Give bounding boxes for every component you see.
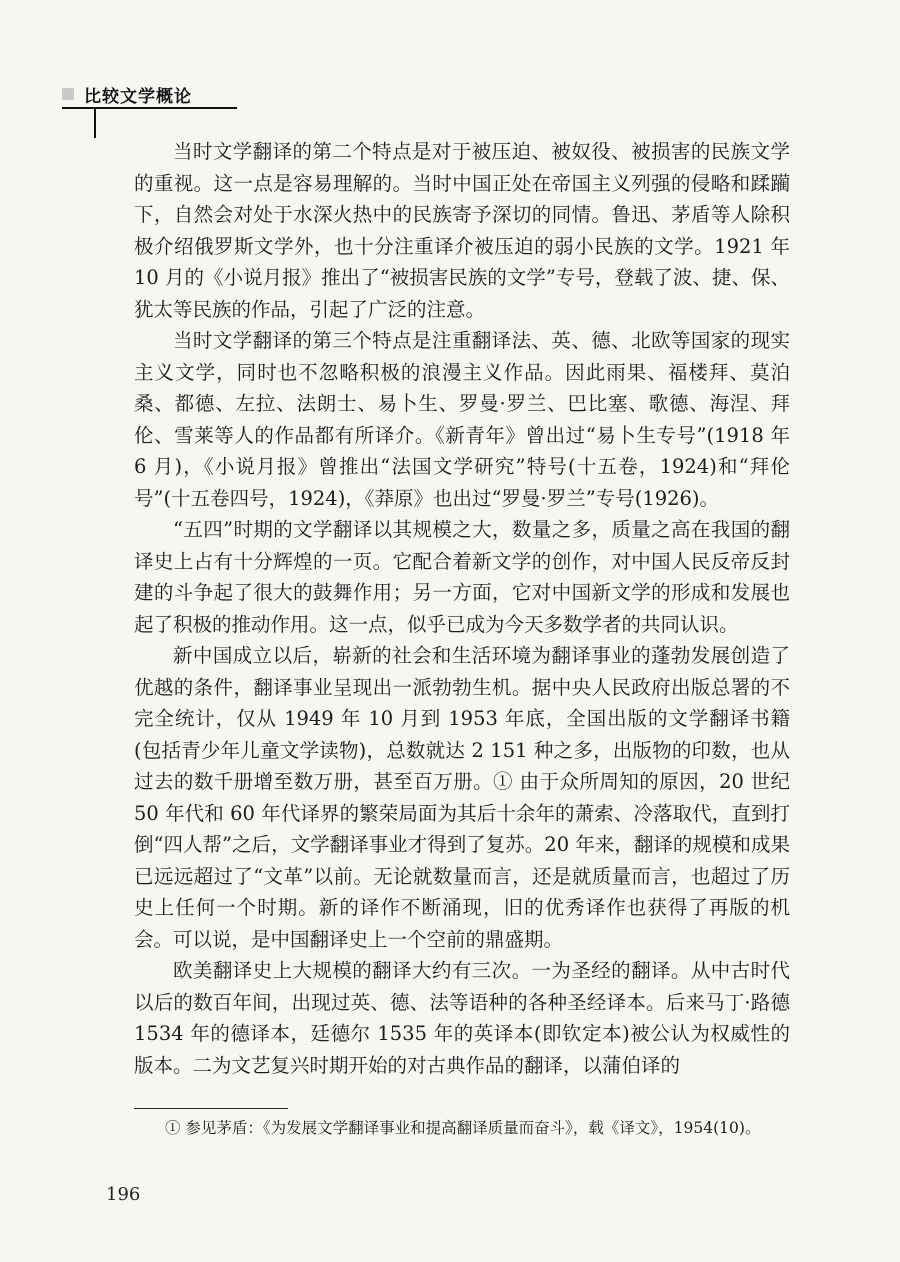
body-text <box>134 136 790 1081</box>
footnote <box>134 1116 790 1140</box>
running-header <box>62 80 192 108</box>
header-rule <box>62 107 237 109</box>
footnote-rule <box>134 1108 288 1109</box>
header-square-icon <box>62 88 74 100</box>
header-vertical-rule <box>94 108 96 138</box>
paragraph: 当时文学翻译的第二个特点是对于被压迫、被奴役、被损害的民族文学的重视。这一点是容易理解的。当时中国正处在帝国主义列强的侵略和蹂躏下，自然会对处于水深火热中的民族寄予深切的同情。鲁迅、茅盾等人除积极介绍俄罗斯文学外，也十分注重译介被压迫的弱小民族的文学。1921 年 10 月的《小说月报》推出了“被损害民族的文学”专号，登载了波、捷、保、犹太等民族的作品，引起了广泛的注意。 <box>134 140 790 321</box>
paragraph: 当时文学翻译的第三个特点是注重翻译法、英、德、北欧等国家的现实主义文学，同时也不忽略积极的浪漫主义作品。因此雨果、福楼拜、莫泊桑、都德、左拉、法朗士、易卜生、罗曼·罗兰、巴比塞、歌德、海涅、拜伦、雪莱等人的作品都有所译介。《新青年》曾出过“易卜生专号”(1918 年 6 月)，《小说月报》曾推出“法国文学研究”特号(十五卷，1924)和“拜伦号”(十五卷四号，1924)，《莽原》也出过“罗曼·罗兰”专号(1926)。 <box>134 329 790 510</box>
header-title: 比较文学概论 <box>84 86 192 107</box>
paragraph: 新中国成立以后，崭新的社会和生活环境为翻译事业的蓬勃发展创造了优越的条件，翻译事业呈现出一派勃勃生机。据中央人民政府出版总署的不完全统计，仅从 1949 年 10 月到 1953 年底，全国出版的文学翻译书籍(包括青少年儿童文学读物)，总数就达 2 151 种之多，出版物的印数，也从过去的数千册增至数万册，甚至百万册。① 由于众所周知的原因，20 世纪 50 年代和 60 年代译界的繁荣局面为其后十余年的萧索、冷落取代，直到打倒“四人帮”之后，文学翻译事业才得到了复苏。20 年来，翻译的规模和成果已远远超过了“文革”以前。无论就数量而言，还是就质量而言，也超过了历史上任何一个时期。新的译作不断涌现，旧的优秀译作也获得了再版的机会。可以说，是中国翻译史上一个空前的鼎盛期。 <box>134 644 790 951</box>
page-number: 196 <box>106 1184 141 1205</box>
paragraph: 欧美翻译史上大规模的翻译大约有三次。一为圣经的翻译。从中古时代以后的数百年间，出现过英、德、法等语种的各种圣经译本。后来马丁·路德 1534 年的德译本，廷德尔 1535 年的英译本(即钦定本)被公认为权威性的版本。二为文艺复兴时期开始的对古典作品的翻译，以蒲伯译的 <box>134 959 790 1077</box>
paragraph: “五四”时期的文学翻译以其规模之大，数量之多，质量之高在我国的翻译史上占有十分辉煌的一页。它配合着新文学的创作，对中国人民反帝反封建的斗争起了很大的鼓舞作用；另一方面，它对中国新文学的形成和发展也起了积极的推动作用。这一点，似乎已成为今天多数学者的共同认识。 <box>134 518 790 636</box>
footnote-text: ① 参见茅盾：《为发展文学翻译事业和提高翻译质量而奋斗》，载《译文》，1954(10)。 <box>165 1119 761 1137</box>
